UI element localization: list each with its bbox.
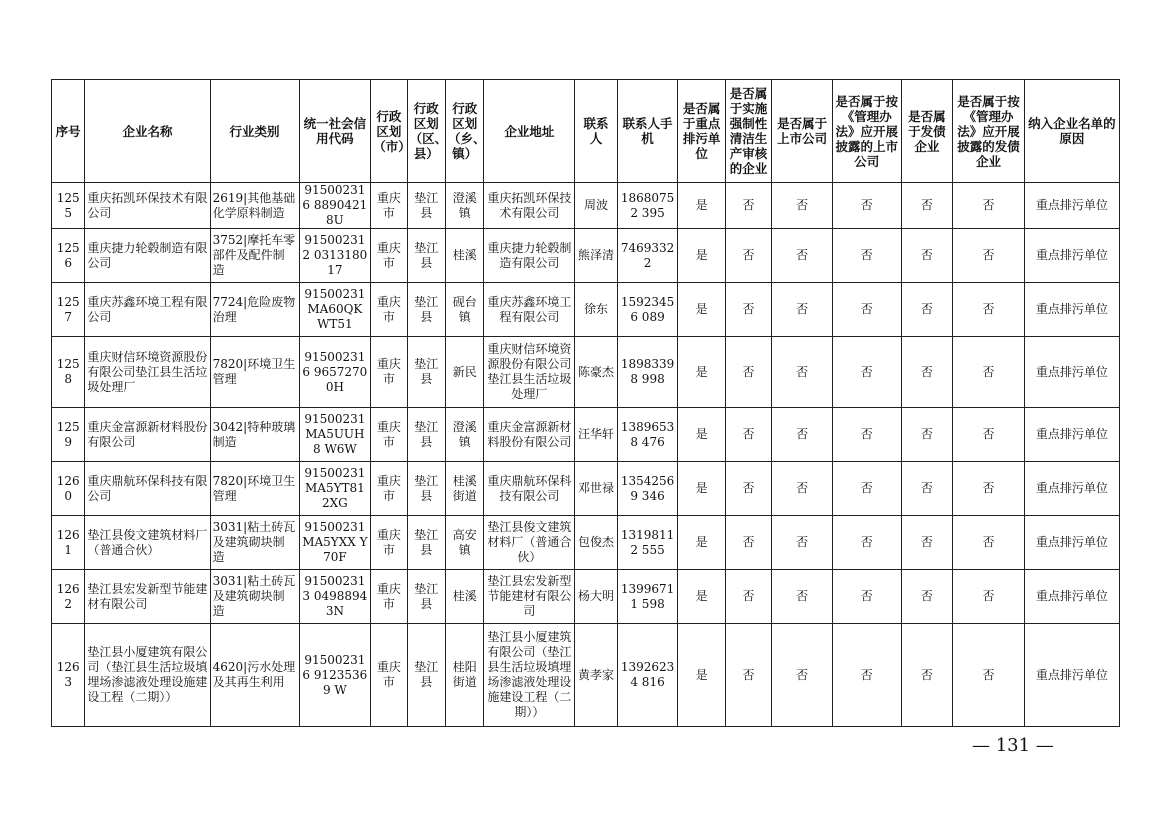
key-polluter-flag: 是 [678,516,725,570]
inclusion-reason: 重点排污单位 [1024,183,1119,229]
credit-code: 91500231 MA5YXX Y70F [299,516,371,570]
contact-person: 杨大明 [575,570,617,624]
county: 垫江县 [407,229,445,283]
listed-disclosure-flag: 否 [832,283,901,337]
city: 重庆市 [371,337,407,408]
industry-category: 7820|环境卫生管理 [210,337,299,408]
clean-production-flag: 否 [725,337,771,408]
header-cell: 是否属于发债企业 [901,80,953,183]
bond-disclosure-flag: 否 [953,516,1025,570]
contact-person: 徐东 [575,283,617,337]
clean-production-flag: 否 [725,408,771,462]
header-cell: 是否属于按《管理办法》应开展披露的上市公司 [832,80,901,183]
listed-company-flag: 否 [772,183,833,229]
bond-disclosure-flag: 否 [953,462,1025,516]
clean-production-flag: 否 [725,229,771,283]
credit-code: 91500231 MA5YT81 2XG [299,462,371,516]
clean-production-flag: 否 [725,570,771,624]
bond-disclosure-flag: 否 [953,624,1025,727]
company-name: 垫江县俊文建筑材料厂（普通合伙） [85,516,210,570]
bond-disclosure-flag: 否 [953,337,1025,408]
company-name: 垫江县小厦建筑有限公司（垫江县生活垃圾填埋场渗滤液处理设施建设工程（二期）） [85,624,210,727]
credit-code: 915002312 031318017 [299,229,371,283]
company-address: 重庆捷力轮毂制造有限公司 [484,229,575,283]
company-name: 重庆捷力轮毂制造有限公司 [85,229,210,283]
bond-issuer-flag: 否 [901,624,953,727]
key-polluter-flag: 是 [678,183,725,229]
header-cell: 企业地址 [484,80,575,183]
header-cell: 是否属于实施强制性清洁生产审核的企业 [725,80,771,183]
contact-person: 熊泽清 [575,229,617,283]
town: 砚台镇 [446,283,484,337]
county: 垫江县 [407,283,445,337]
enterprise-table [51,79,1120,727]
bond-issuer-flag: 否 [901,408,953,462]
county: 垫江县 [407,624,445,727]
contact-phone: 18983398 998 [617,337,678,408]
listed-disclosure-flag: 否 [832,408,901,462]
company-address: 重庆拓凯环保技术有限公司 [484,183,575,229]
listed-company-flag: 否 [772,337,833,408]
city: 重庆市 [371,516,407,570]
bond-disclosure-flag: 否 [953,408,1025,462]
table-row [52,624,1120,727]
company-name: 垫江县宏发新型节能建材有限公司 [85,570,210,624]
county: 垫江县 [407,337,445,408]
clean-production-flag: 否 [725,624,771,727]
credit-code: 91500231 MA5UUH8 W6W [299,408,371,462]
town: 桂溪 [446,570,484,624]
bond-issuer-flag: 否 [901,570,953,624]
county: 垫江县 [407,183,445,229]
credit-code: 915002316 88904218U [299,183,371,229]
town: 高安镇 [446,516,484,570]
listed-disclosure-flag: 否 [832,229,901,283]
bond-disclosure-flag: 否 [953,229,1025,283]
industry-category: 3031|粘土砖瓦及建筑砌块制造 [210,570,299,624]
contact-person: 周波 [575,183,617,229]
table-row [52,408,1120,462]
city: 重庆市 [371,283,407,337]
listed-company-flag: 否 [772,229,833,283]
inclusion-reason: 重点排污单位 [1024,624,1119,727]
header-cell: 纳入企业名单的原因 [1024,80,1119,183]
bond-issuer-flag: 否 [901,516,953,570]
row-number: 1260 [52,462,85,516]
town: 新民 [446,337,484,408]
company-address: 重庆鼎航环保科技有限公司 [484,462,575,516]
key-polluter-flag: 是 [678,283,725,337]
clean-production-flag: 否 [725,183,771,229]
credit-code: 915002316 96572700H [299,337,371,408]
listed-company-flag: 否 [772,283,833,337]
header-cell: 统一社会信用代码 [299,80,371,183]
credit-code: 915002316 91235369 W [299,624,371,727]
bond-issuer-flag: 否 [901,337,953,408]
bond-disclosure-flag: 否 [953,283,1025,337]
town: 桂溪街道 [446,462,484,516]
header-cell: 是否属于重点排污单位 [678,80,725,183]
industry-category: 4620|污水处理及其再生利用 [210,624,299,727]
company-address: 垫江县小厦建筑有限公司（垫江县生活垃圾填埋场渗滤液处理设施建设工程（二期）） [484,624,575,727]
header-cell: 序号 [52,80,85,183]
contact-phone: 18680752 395 [617,183,678,229]
table-row [52,516,1120,570]
industry-category: 7820|环境卫生管理 [210,462,299,516]
listed-company-flag: 否 [772,570,833,624]
contact-phone: 13926234 816 [617,624,678,727]
contact-person: 邓世禄 [575,462,617,516]
key-polluter-flag: 是 [678,624,725,727]
contact-phone: 13542569 346 [617,462,678,516]
town: 澄溪镇 [446,408,484,462]
bond-disclosure-flag: 否 [953,183,1025,229]
inclusion-reason: 重点排污单位 [1024,408,1119,462]
row-number: 1259 [52,408,85,462]
key-polluter-flag: 是 [678,229,725,283]
clean-production-flag: 否 [725,516,771,570]
city: 重庆市 [371,624,407,727]
town: 桂溪 [446,229,484,283]
contact-phone: 15923456 089 [617,283,678,337]
key-polluter-flag: 是 [678,408,725,462]
town: 桂阳街道 [446,624,484,727]
city: 重庆市 [371,229,407,283]
company-name: 重庆财信环境资源股份有限公司垫江县生活垃圾处理厂 [85,337,210,408]
header-cell: 行政区划（区、县） [407,80,445,183]
table-row [52,462,1120,516]
listed-company-flag: 否 [772,462,833,516]
company-address: 重庆苏鑫环境工程有限公司 [484,283,575,337]
listed-company-flag: 否 [772,624,833,727]
company-address: 重庆财信环境资源股份有限公司垫江县生活垃圾处理厂 [484,337,575,408]
table-body [52,183,1120,727]
bond-issuer-flag: 否 [901,229,953,283]
company-address: 垫江县宏发新型节能建材有限公司 [484,570,575,624]
bond-issuer-flag: 否 [901,283,953,337]
town: 澄溪镇 [446,183,484,229]
company-name: 重庆鼎航环保科技有限公司 [85,462,210,516]
county: 垫江县 [407,516,445,570]
inclusion-reason: 重点排污单位 [1024,229,1119,283]
company-address: 垫江县俊文建筑材料厂（普通合伙） [484,516,575,570]
city: 重庆市 [371,462,407,516]
company-name: 重庆金富源新材料股份有限公司 [85,408,210,462]
contact-phone: 74693322 [617,229,678,283]
industry-category: 3752|摩托车零部件及配件制造 [210,229,299,283]
header-cell: 行业类别 [210,80,299,183]
table-row [52,283,1120,337]
listed-disclosure-flag: 否 [832,337,901,408]
company-name: 重庆拓凯环保技术有限公司 [85,183,210,229]
bond-disclosure-flag: 否 [953,570,1025,624]
industry-category: 7724|危险废物治理 [210,283,299,337]
inclusion-reason: 重点排污单位 [1024,570,1119,624]
listed-company-flag: 否 [772,408,833,462]
page-number: — 131 — [972,735,1054,756]
industry-category: 3042|特种玻璃制造 [210,408,299,462]
table-row [52,183,1120,229]
listed-disclosure-flag: 否 [832,570,901,624]
table-row [52,229,1120,283]
clean-production-flag: 否 [725,283,771,337]
header-cell: 联系人手机 [617,80,678,183]
row-number: 1261 [52,516,85,570]
header-cell: 联系人 [575,80,617,183]
credit-code: 91500231 MA60QK WT51 [299,283,371,337]
contact-person: 黄孝家 [575,624,617,727]
listed-company-flag: 否 [772,516,833,570]
header-row [52,80,1120,183]
row-number: 1255 [52,183,85,229]
county: 垫江县 [407,462,445,516]
county: 垫江县 [407,408,445,462]
company-name: 重庆苏鑫环境工程有限公司 [85,283,210,337]
contact-person: 包俊杰 [575,516,617,570]
county: 垫江县 [407,570,445,624]
clean-production-flag: 否 [725,462,771,516]
header-cell: 企业名称 [85,80,210,183]
row-number: 1256 [52,229,85,283]
listed-disclosure-flag: 否 [832,624,901,727]
table-row [52,337,1120,408]
contact-person: 汪华轩 [575,408,617,462]
header-cell: 行政区划（乡、镇） [446,80,484,183]
listed-disclosure-flag: 否 [832,183,901,229]
city: 重庆市 [371,408,407,462]
header-cell: 行政区划（市） [371,80,407,183]
bond-issuer-flag: 否 [901,462,953,516]
header-cell: 是否属于按《管理办法》应开展披露的发债企业 [953,80,1025,183]
contact-phone: 13198112 555 [617,516,678,570]
contact-phone: 13896538 476 [617,408,678,462]
industry-category: 2619|其他基础化学原料制造 [210,183,299,229]
inclusion-reason: 重点排污单位 [1024,462,1119,516]
contact-phone: 13996711 598 [617,570,678,624]
inclusion-reason: 重点排污单位 [1024,283,1119,337]
city: 重庆市 [371,570,407,624]
row-number: 1263 [52,624,85,727]
inclusion-reason: 重点排污单位 [1024,337,1119,408]
contact-person: 陈豪杰 [575,337,617,408]
inclusion-reason: 重点排污单位 [1024,516,1119,570]
listed-disclosure-flag: 否 [832,462,901,516]
row-number: 1262 [52,570,85,624]
company-address: 重庆金富源新材料股份有限公司 [484,408,575,462]
header-cell: 是否属于上市公司 [772,80,833,183]
bond-issuer-flag: 否 [901,183,953,229]
key-polluter-flag: 是 [678,570,725,624]
key-polluter-flag: 是 [678,337,725,408]
table-row [52,570,1120,624]
credit-code: 915002313 04988943N [299,570,371,624]
industry-category: 3031|粘土砖瓦及建筑砌块制造 [210,516,299,570]
key-polluter-flag: 是 [678,462,725,516]
row-number: 1258 [52,337,85,408]
city: 重庆市 [371,183,407,229]
row-number: 1257 [52,283,85,337]
listed-disclosure-flag: 否 [832,516,901,570]
